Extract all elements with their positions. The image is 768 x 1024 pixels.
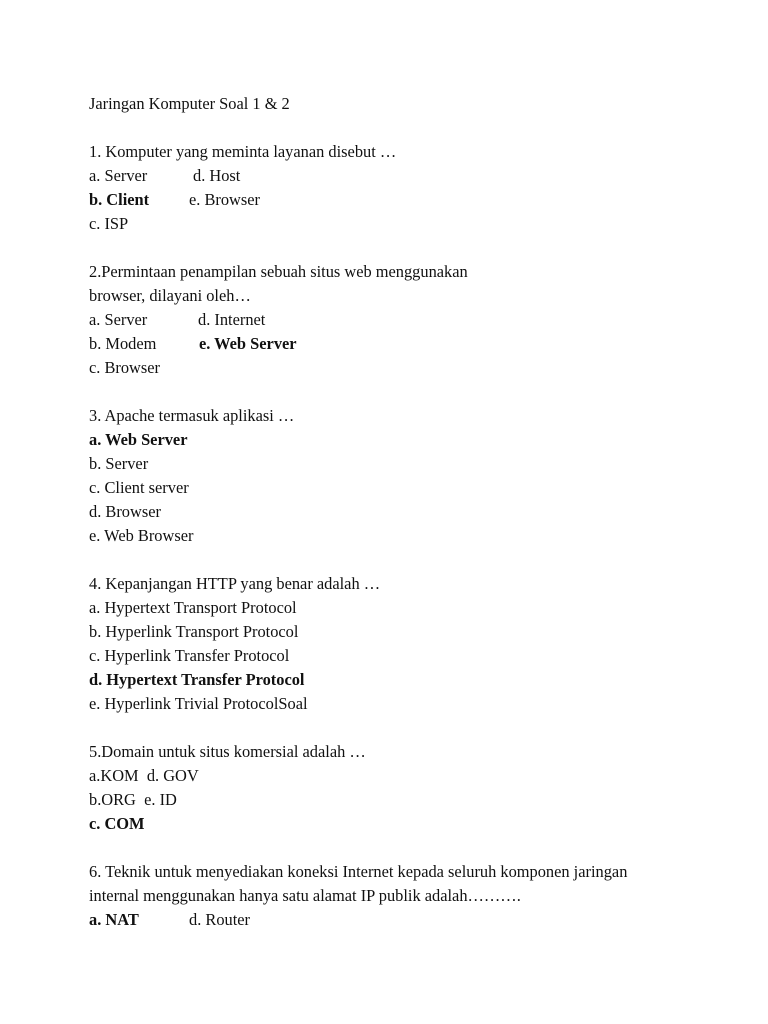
- option-d: d. Browser: [89, 502, 161, 521]
- option-a-answer: a. NAT: [89, 910, 139, 929]
- question-6-options-row-1: [89, 908, 759, 932]
- question-1-prompt: 1. Komputer yang meminta layanan disebut …: [89, 142, 397, 161]
- question-1: [89, 140, 759, 236]
- option-e: e. Hyperlink Trivial ProtocolSoal: [89, 694, 308, 713]
- question-6-prompt: 6. Teknik untuk menyediakan koneksi Internet kepada seluruh komponen jaringan internal menggunakan hanya satu alamat IP publik adalah……….: [89, 862, 628, 905]
- question-1-options-row-3: [89, 212, 759, 236]
- question-2-options-row-1: [89, 308, 759, 332]
- option-e: e. Browser: [189, 190, 261, 209]
- question-2-options-row-2: [89, 332, 759, 356]
- option-b: b. Server: [89, 454, 149, 473]
- question-3: [89, 404, 759, 548]
- option-c-answer: c. COM: [89, 814, 145, 833]
- question-5: [89, 740, 759, 836]
- option-a: a. Server: [89, 310, 148, 329]
- option-c: c. ISP: [89, 214, 129, 233]
- option-c: c. Hyperlink Transfer Protocol: [89, 646, 290, 665]
- options-a-d: a.KOM d. GOV: [89, 766, 199, 785]
- document-page: [89, 92, 759, 956]
- question-1-options-row-2: [89, 188, 759, 212]
- option-e-answer: e. Web Server: [199, 334, 297, 353]
- question-1-options-row-1: [89, 164, 759, 188]
- options-b-e: b.ORG e. ID: [89, 790, 177, 809]
- question-2: [89, 260, 759, 380]
- question-2-prompt-line-2: browser, dilayani oleh…: [89, 286, 251, 305]
- option-c: c. Client server: [89, 478, 189, 497]
- question-4-prompt: 4. Kepanjangan HTTP yang benar adalah …: [89, 574, 381, 593]
- question-5-prompt: 5.Domain untuk situs komersial adalah …: [89, 742, 366, 761]
- option-d: d. Host: [193, 166, 241, 185]
- option-b: b. Modem: [89, 334, 157, 353]
- question-4: [89, 572, 759, 716]
- option-e: e. Web Browser: [89, 526, 194, 545]
- question-2-options-row-3: [89, 356, 759, 380]
- option-c: c. Browser: [89, 358, 161, 377]
- option-a-answer: a. Web Server: [89, 430, 188, 449]
- option-a: a. Server: [89, 166, 148, 185]
- option-b-answer: b. Client: [89, 190, 150, 209]
- option-d-answer: d. Hypertext Transfer Protocol: [89, 670, 305, 689]
- option-a: a. Hypertext Transport Protocol: [89, 598, 297, 617]
- document-title: Jaringan Komputer Soal 1 & 2: [89, 94, 290, 113]
- option-d: d. Internet: [198, 310, 266, 329]
- question-6: [89, 860, 759, 932]
- question-2-prompt-line-1: 2.Permintaan penampilan sebuah situs web menggunakan: [89, 262, 468, 281]
- option-d: d. Router: [189, 910, 251, 929]
- question-3-prompt: 3. Apache termasuk aplikasi …: [89, 406, 295, 425]
- option-b: b. Hyperlink Transport Protocol: [89, 622, 299, 641]
